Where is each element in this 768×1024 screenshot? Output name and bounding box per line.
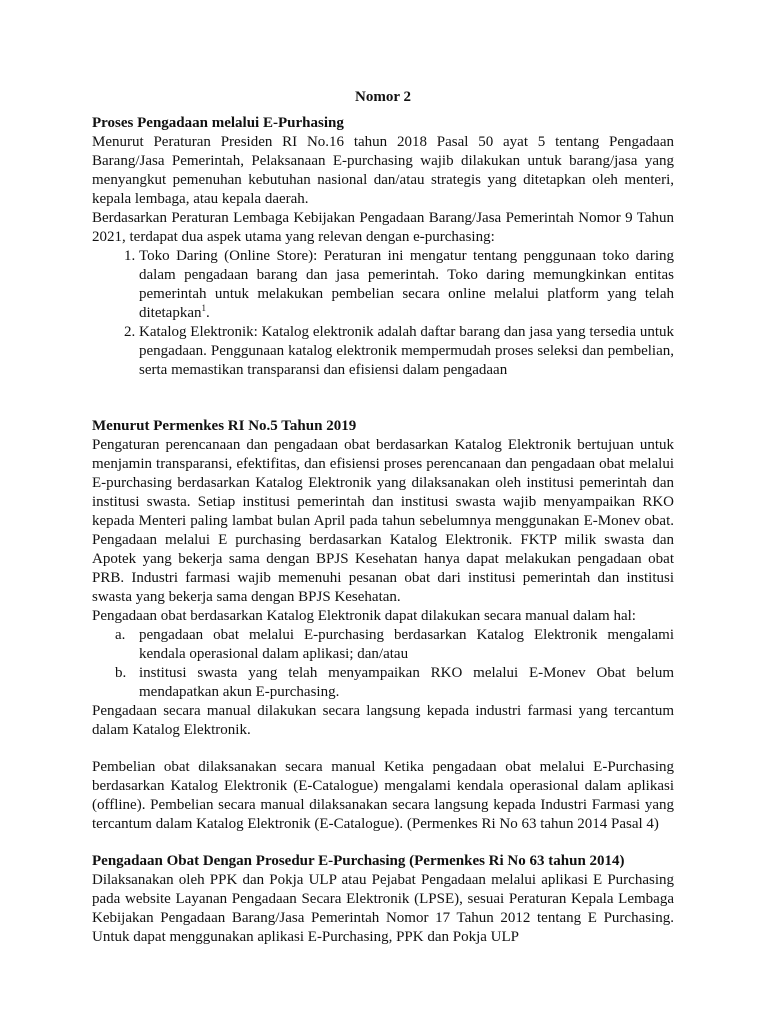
section3-heading: Pengadaan Obat Dengan Prosedur E-Purchasing (Permenkes Ri No 63 tahun 2014) — [92, 853, 625, 869]
section2-paragraph-1: Pengaturan perencanaan dan pengadaan obat berdasarkan Katalog Elektronik bertujuan untuk menjamin transparansi, efektifitas, dan efisiensi proses perencanaan dan pengadaan obat melalui E-purchasing berdasarkan Katalog Elektronik yang dilaksanakan oleh institusi pemerintah dan institusi swasta. Setiap institusi pemerintah dan institusi swasta wajib menyampaikan RKO kepada Menteri paling lambat bulan April pada tahun sebelumnya menggunakan E-Monev obat. Pengadaan melalui E purchasing berdasarkan Katalog Elektronik. FKTP milik swasta dan Apotek yang bekerja sama dengan BPJS Kesehatan hanya dapat melakukan pengadaan obat PRB. Industri farmasi wajib memenuhi pesanan obat dari institusi pemerintah dan institusi swasta yang bekerja sama dengan BPJS Kesehatan. — [92, 437, 674, 605]
section2-heading: Menurut Permenkes RI No.5 Tahun 2019 — [92, 418, 357, 434]
spacer — [92, 834, 674, 852]
list-item — [139, 323, 674, 380]
list-item — [115, 626, 674, 664]
list-item — [139, 247, 674, 323]
spacer — [92, 380, 674, 417]
document-title: Nomor 2 — [355, 89, 411, 105]
section3-paragraph-1: Dilaksanakan oleh PPK dan Pokja ULP atau Pejabat Pengadaan melalui aplikasi E Purchasing pada website Layanan Pengadaan Secara Elektronik (LPSE), sesuai Peraturan Kepala Lembaga Kebijakan Pengadaan Barang/Jasa Pemerintah Nomor 17 Tahun 2012 tentang E Purchasing. Untuk dapat menggunakan aplikasi E-Purchasing, PPK dan Pokja ULP — [92, 872, 674, 945]
list-marker: b. — [115, 665, 127, 681]
spacer — [92, 740, 674, 758]
section2-paragraph-4: Pembelian obat dilaksanakan secara manual Ketika pengadaan obat melalui E-Purchasing berdasarkan Katalog Elektronik (E-Catalogue) mengalami kendala operasional dalam aplikasi (offline). Pembelian secara manual dilaksanakan secara langsung kepada Industri Farmasi yang tercantum dalam Katalog Elektronik (E-Catalogue). (Permenkes Ri No 63 tahun 2014 Pasal 4) — [92, 759, 674, 832]
section2-paragraph-2: Pengadaan obat berdasarkan Katalog Elektronik dapat dilakukan secara manual dalam hal: — [92, 608, 636, 624]
list-marker: a. — [115, 627, 126, 643]
section2-paragraph-3: Pengadaan secara manual dilakukan secara langsung kepada industri farmasi yang tercantum dalam Katalog Elektronik. — [92, 703, 674, 738]
list-item-suffix: . — [205, 305, 210, 321]
section1-paragraph-2: Berdasarkan Peraturan Lembaga Kebijakan Pengadaan Barang/Jasa Pemerintah Nomor 9 Tahun 2021, terdapat dua aspek utama yang relevan dengan e-purchasing: — [92, 210, 674, 245]
list-item — [115, 664, 674, 702]
section1-numbered-list — [92, 247, 674, 380]
list-item-text: Toko Daring (Online Store): Peraturan ini mengatur tentang penggunaan toko daring dalam pengadaan barang dan jasa pemerintah. Toko daring memungkinkan entitas pemerintah untuk melakukan pembelian secara online melalui platform yang telah ditetapkan — [139, 248, 674, 321]
section1-heading: Proses Pengadaan melalui E-Purhasing — [92, 115, 344, 131]
list-item-text: pengadaan obat melalui E-purchasing berdasarkan Katalog Elektronik mengalami kendala operasional dalam aplikasi; dan/atau — [139, 627, 674, 662]
footnote-marker: 1 — [201, 303, 206, 313]
section2-lettered-list — [92, 626, 674, 702]
list-item-text: institusi swasta yang telah menyampaikan RKO melalui E-Monev Obat belum mendapatkan akun E-purchasing. — [139, 665, 674, 700]
list-item-text: Katalog Elektronik: Katalog elektronik adalah daftar barang dan jasa yang tersedia untuk pengadaan. Penggunaan katalog elektronik mempermudah proses seleksi dan pembelian, serta memastikan transparansi dan efisiensi dalam pengadaan — [139, 324, 674, 378]
section1-paragraph-1: Menurut Peraturan Presiden RI No.16 tahun 2018 Pasal 50 ayat 5 tentang Pengadaan Barang/Jasa Pemerintah, Pelaksanaan E-purchasing wajib dilakukan untuk barang/jasa yang menyangkut pemenuhan kebutuhan nasional dan/atau strategis yang ditetapkan oleh menteri, kepala lembaga, atau kepala daerah. — [92, 134, 674, 207]
document-page — [92, 0, 674, 947]
